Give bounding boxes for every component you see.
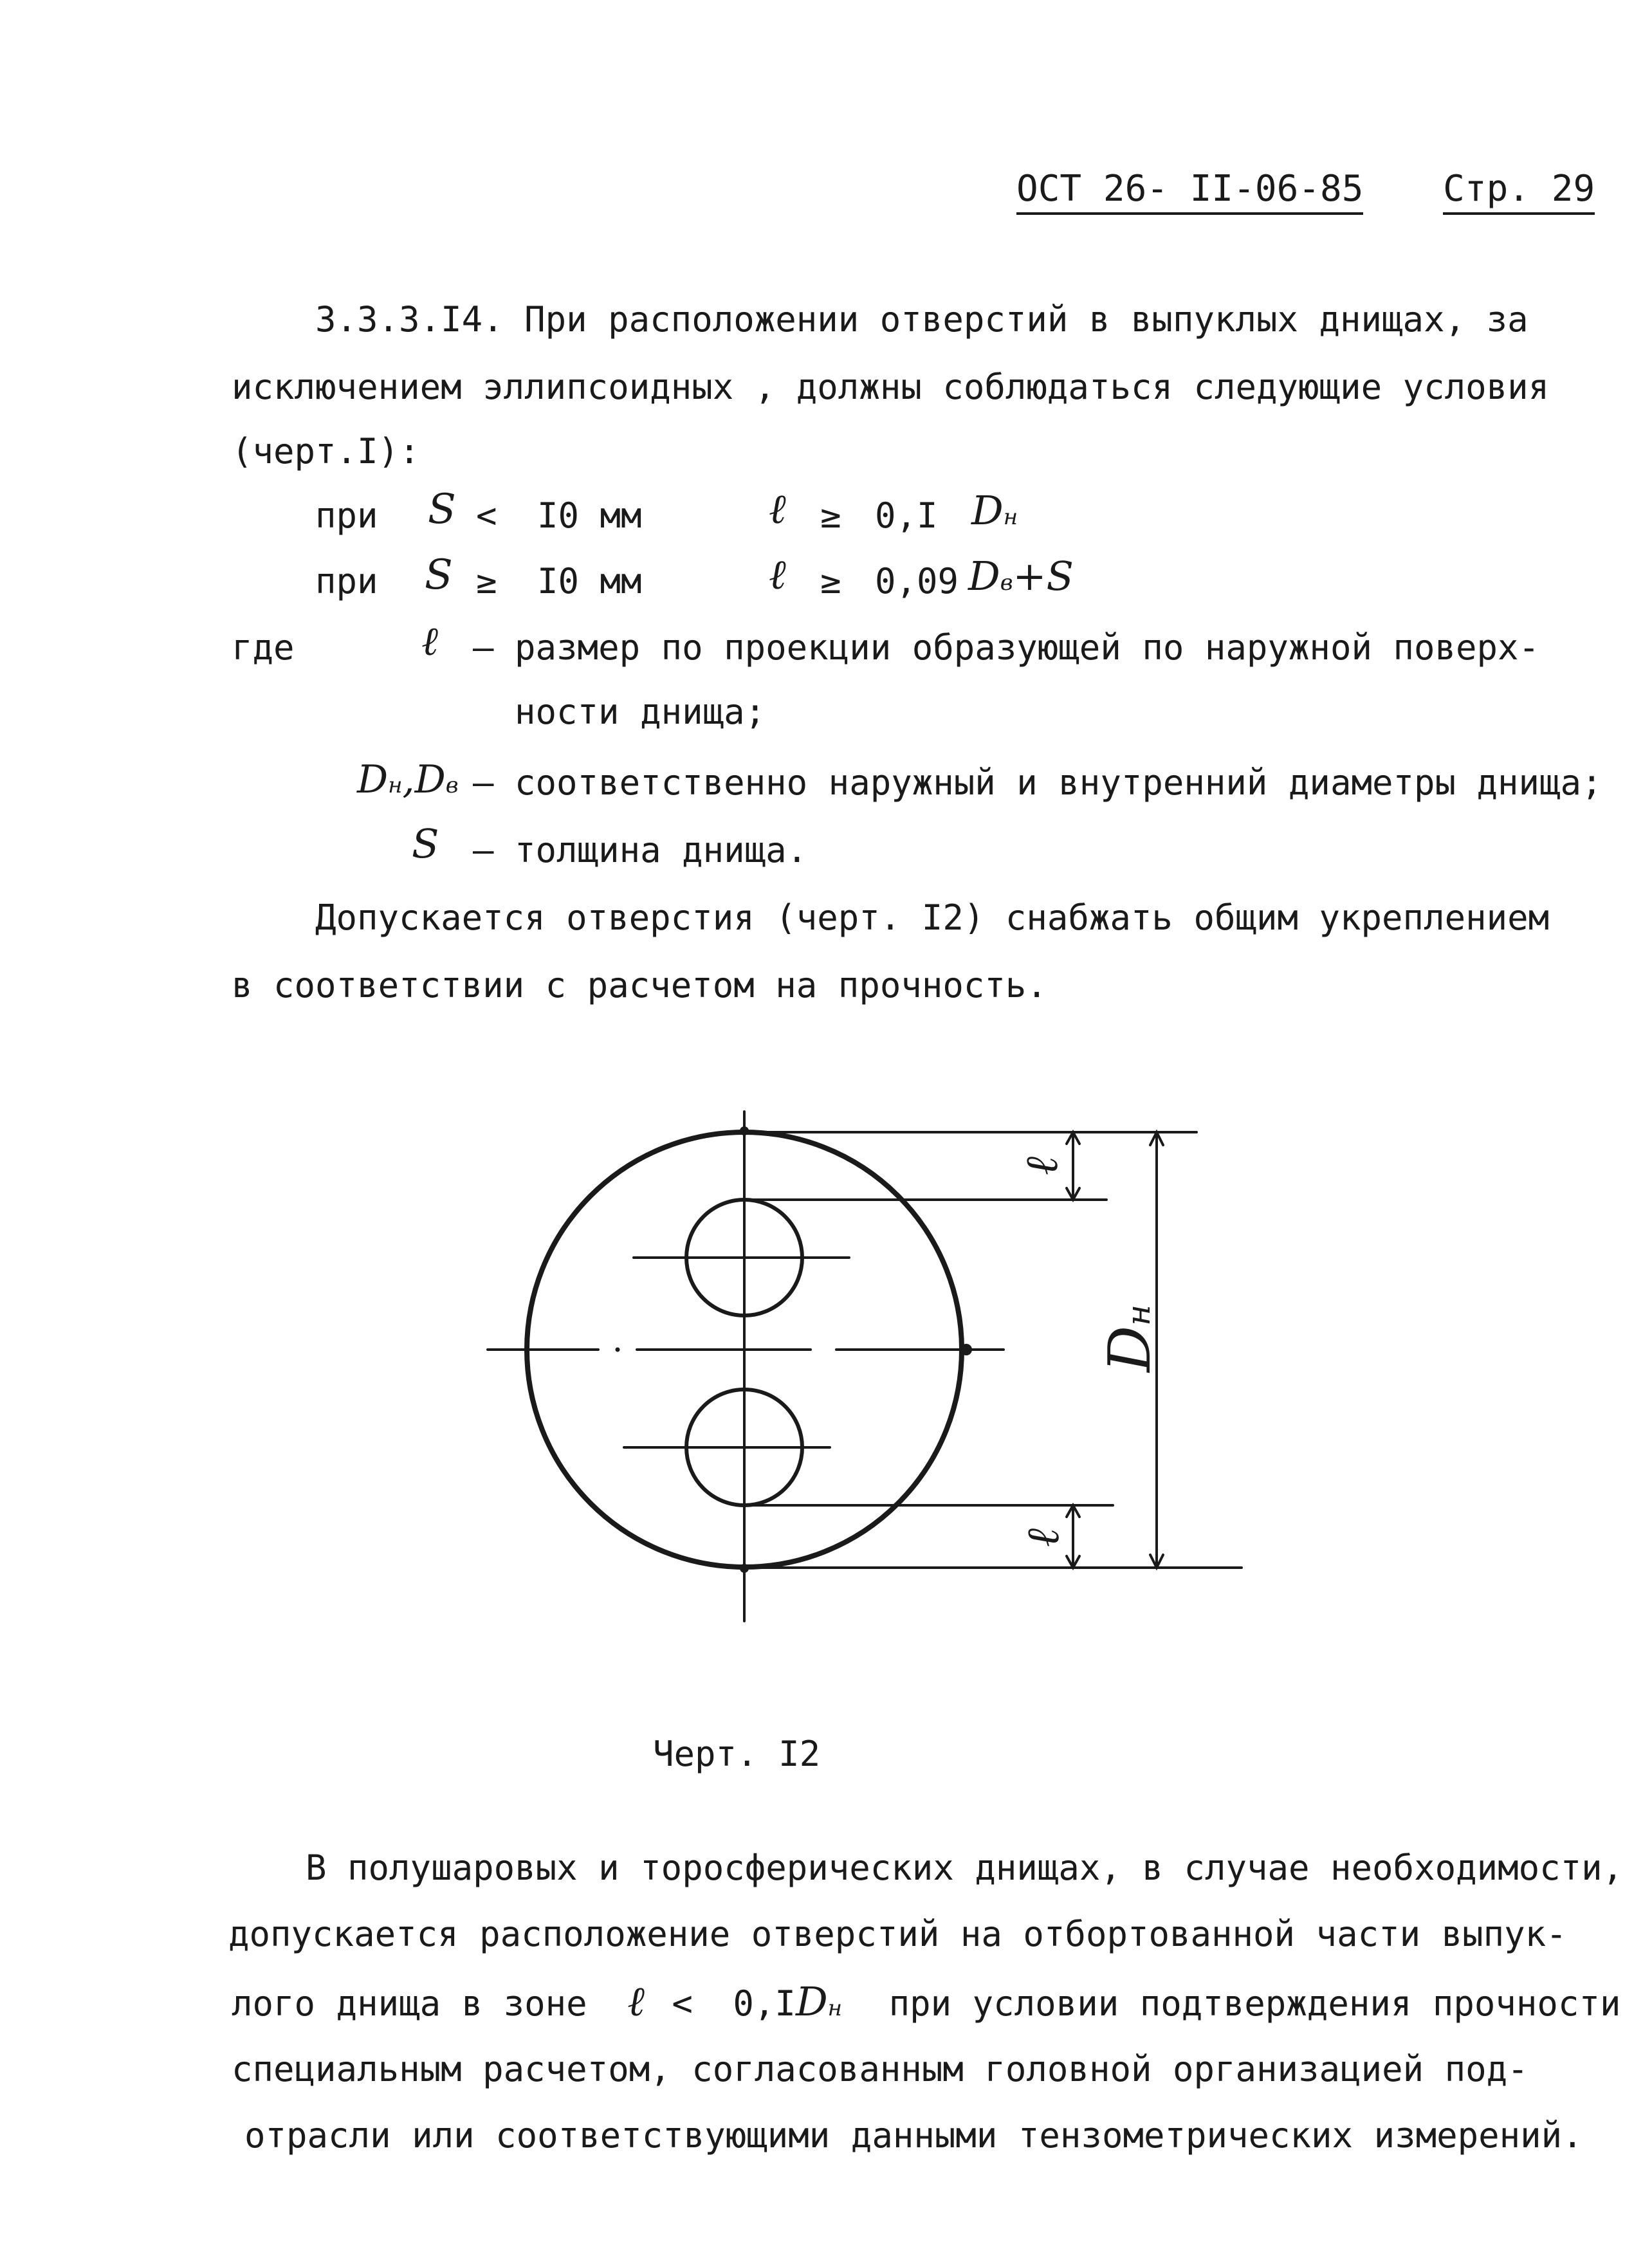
para1-line2: исключением эллипсоидных , должны соблюдаться следующие условия [232, 367, 1550, 407]
para2-line1: Допускается отверстия (черт. I2) снабжать общим укреплением [315, 897, 1550, 938]
cond1-res-expr: 0,I [875, 495, 938, 536]
cond2-var: S [425, 551, 453, 599]
cond1-res-d: Dн [971, 487, 1018, 534]
page-header [1016, 169, 1595, 210]
page-number: Стр. 29 [1443, 168, 1595, 215]
definitions-where: где [232, 627, 295, 668]
cond2-res-d: Dв+S [968, 553, 1074, 600]
figure-caption: Черт. I2 [653, 1734, 821, 1774]
def-d-text: – соответственно наружный и внутренний диаметры днища; [473, 762, 1602, 803]
cond2-res-var: ℓ [769, 551, 786, 599]
def-l-text2: ности днища; [515, 692, 766, 732]
cond1-val: I0 мм [537, 495, 642, 536]
cond1-pri: при [315, 495, 378, 536]
para3-line4: специальным расчетом, согласованным головной организацией под- [232, 2049, 1528, 2089]
def-s-text: – толщина днища. [473, 830, 808, 870]
dim-dn-label: Dн [1096, 1304, 1164, 1372]
para3-line1: В полушаровых и торосферических днищах, в случае необходимости, [306, 1848, 1624, 1888]
cond2-pri: при [315, 561, 378, 601]
para3-line5: отрасли или соответствующими данными тензометрических измерений. [244, 2115, 1583, 2156]
para1-line1: 3.3.3.I4. При расположении отверстий в выпуклых днищах, за [315, 299, 1528, 340]
para2-line2: в соответствии с расчетом на прочность. [232, 965, 1047, 1005]
para3-line3: лого днища в зоне ℓ < 0,IDн при условии подтверждения прочности [232, 1978, 1621, 2026]
axis-right-point [960, 1344, 972, 1355]
cond1-res-op: ≥ [820, 495, 841, 536]
cond2-val: I0 мм [537, 561, 642, 601]
cond2-op: ≥ [476, 561, 497, 601]
def-l-text1: – размер по проекции образующей по наружной поверх- [473, 627, 1540, 668]
cond1-op: < [476, 495, 497, 536]
doc-code: ОСТ 26- II-06-85 [1016, 168, 1363, 215]
def-l-symbol: ℓ [421, 618, 438, 665]
def-d-symbol: Dн,Dв [357, 757, 459, 802]
dim-l-top-label: ℓ [1015, 1156, 1068, 1175]
dim-l-bottom-label: ℓ [1016, 1528, 1069, 1547]
para3-line2: допускается расположение отверстий на отбортованной части выпук- [228, 1914, 1567, 1954]
cond2-res-expr: 0,09 [875, 561, 959, 601]
axis-dot [616, 1348, 620, 1352]
drawing-12 [463, 1094, 1267, 1673]
cond1-var: S [428, 486, 456, 533]
para1-line3: (черт.I): [232, 431, 420, 472]
cond1-res-var: ℓ [769, 486, 786, 533]
cond2-res-op: ≥ [820, 561, 841, 601]
def-s-symbol: S [412, 820, 439, 867]
